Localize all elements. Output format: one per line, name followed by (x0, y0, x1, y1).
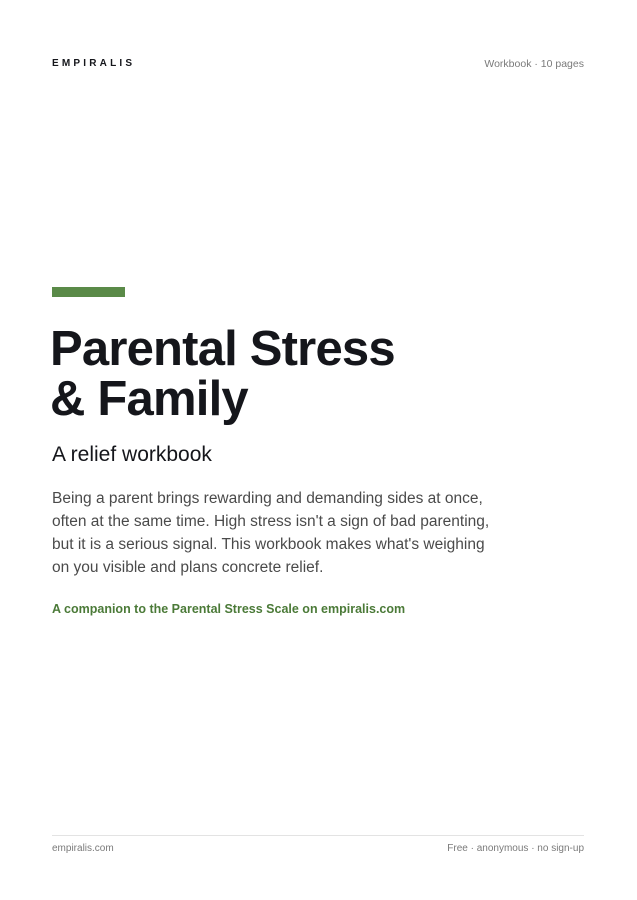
brand-wordmark: EMPIRALIS (52, 58, 136, 69)
companion-note: A companion to the Parental Stress Scale on empiralis.com (52, 602, 406, 616)
intro-paragraph: Being a parent brings rewarding and demanding sides at once, often at the same time. High stress isn't a sign of bad parenting, but it is a serious signal. This workbook makes what's weighing on you visible and plans concrete relief. (52, 490, 490, 576)
footer-tagline: Free · anonymous · no sign-up (447, 843, 584, 854)
footer-website: empiralis.com (52, 843, 114, 854)
footer-divider (52, 835, 584, 836)
title-line-2: & Family (50, 372, 248, 426)
accent-bar (52, 287, 125, 297)
title-line-1: Parental Stress (50, 322, 395, 376)
workbook-meta: Workbook · 10 pages (484, 58, 584, 70)
page-title (50, 324, 395, 424)
page-subtitle: A relief workbook (52, 443, 212, 466)
